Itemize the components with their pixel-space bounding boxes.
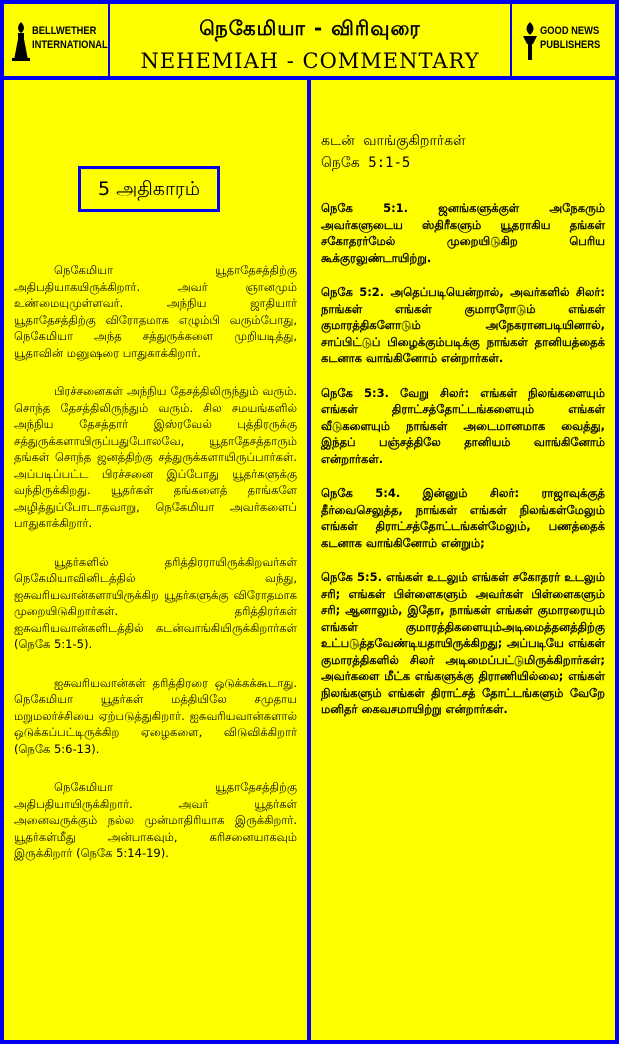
intro-paragraph: ஐசுவரியவான்கள் தரித்திரரை ஒடுக்கக்கூடாது. நெகேமியா யூதர்கள் மத்தியிலே சமுதாய மறுமலர்ச்சியை ஏற்படுத்துகிறார். ஐசுவரியவான்களால் ஒடுக்கப்பட்டிருக்கிற ஏழைகளை, விடுவிக்கிறார் (நெகே 5:6-13). [14, 675, 297, 756]
torch-icon [518, 20, 540, 62]
goodnews-logo-line1: GOOD NEWS [540, 25, 600, 37]
bellwether-icon [10, 20, 32, 62]
intro-text [14, 262, 297, 884]
goodnews-logo-panel [512, 4, 615, 76]
verse-paragraph: நெகே 5:2. அதெப்படியென்றால், அவர்களில் சிலர்: நாங்கள் எங்கள் குமாரரோடும் எங்கள் குமாரத்திகளோடும் அநேகரானபடியினால், சாப்பிட்டுப் பிழைக்கும்படிக்கு நாங்கள் தானியத்தைக் கடனாக வாங்கினோம் என்றார்கள். [321, 285, 605, 365]
verse-paragraph: நெகே 5:5. எங்கள் உடலும் எங்கள் சகோதரர் உடலும் சரி; எங்கள் பிள்ளைகளும் அவர்கள் பிள்ளைகளும் சரி; ஆனாலும், இதோ, நாங்கள் எங்கள் குமாரரையும் எங்கள் குமாரத்திகளையும்அடிமைத்தனத்திற்கு உட்படுத்தவேண்டியதாயிருக்கிறது; அப்படியே எங்கள் குமாரத்திகளில் சிலர் அடிமைப்பட்டுமிருக்கிறார்கள்; அவர்களை மீட்க எங்களுக்கு திராணியில்லை; எங்கள் நிலங்களும் எங்கள் திராட்சத் தோட்டங்களும் வேறே மனிதர் கைவசமாயிற்று என்றார்கள். [321, 570, 605, 716]
section-heading [321, 130, 605, 174]
intro-paragraph: நெகேமியா யூதாதேசத்திற்கு அதிபதியாயிருக்கிறார். அவர் யூதர்கள் அனைவருக்கும் நல்ல முன்மாதிரியாக இருக்கிறார். யூதர்கள்மீது அன்பாகவும், கரிசனையாகவும் இருக்கிறார் (நெகே 5:14-19). [14, 780, 297, 860]
intro-paragraph: பிரச்சனைகள் அந்நிய தேசத்திலிருந்தும் வரும். சொந்த தேசத்திலிருந்தும் வரும். சில சமயங்களில் அந்நிய தேசத்தார் இஸ்ரவேல் புத்திரருக்கு சத்துருக்களாயிருப்பதுபோலவே, யூதாதேசத்தாரும் தங்கள் சொந்த ஜனத்திற்கு சத்துருக்களாயிருப்பார்கள். அப்படிப்பட்ட பிரச்சனை இப்போது யூதர்களுக்கு வந்திருக்கிறது. யூதர்கள் தங்களைத் தாங்களே அழித்துப்போடாதவாறு, நெகேமியா அவர்களைப் பாதுகாக்கிறார். [14, 384, 297, 530]
page-title-tamil: நெகேமியா - விரிவுரை [199, 16, 421, 40]
bellwether-logo-panel [4, 4, 108, 76]
verse-text [321, 200, 605, 736]
verse-paragraph: நெகே 5:3. வேறு சிலர்: எங்கள் நிலங்களையும் எங்கள் திராட்சத்தோட்டங்களையும் எங்கள் வீடுகளையும் நாங்கள் அடைமானமாக வைத்து, இந்தப் பஞ்சத்திலே தானியம் வாங்கினோம் என்றார்கள். [321, 385, 605, 466]
intro-paragraph: யூதர்களில் தரித்திரராயிருக்கிறவர்கள் நெகேமியாவினிடத்தில் வந்து, ஐசுவரியவான்களாயிருக்கிற யூதர்களுக்கு விரோதமாக முறையிடுகிறார்கள். தரித்திரர்கள் ஐசுவரியவான்களிடத்தில் கடன்வாங்கியிருக்கிறார்கள் (நெகே 5:1-5). [14, 554, 297, 651]
bellwether-logo-line2: INTERNATIONAL [32, 39, 108, 51]
left-column [4, 80, 307, 1040]
intro-paragraph: நெகேமியா யூதாதேசத்திற்கு அதிபதியாகயிருக்கிறார். அவர் ஞானமும் உண்மையுமுள்ளவர். அந்நிய ஜாதியார் யூதாதேசத்திற்கு விரோதமாக எழும்பி வரும்போது, நெகேமியா அந்த சத்துருக்களை முறியடித்து, யூதாவின் மனுஷரை பாதுகாக்கிறார். [14, 263, 297, 360]
section-title: கடன் வாங்குகிறார்கள் [321, 133, 466, 149]
header-title-panel [110, 4, 510, 76]
verse-paragraph: நெகே 5:4. இன்னும் சிலர்: ராஜாவுக்குத் தீர்வைசெலுத்த, நாங்கள் எங்கள் நிலங்கள்மேலும் எங்கள் திராட்சத்தோட்டங்கள்மேலும், பணத்தைக் கடனாக வாங்கினோம் என்றும்; [321, 486, 605, 550]
page-title-english: NEHEMIAH - COMMENTARY [140, 49, 480, 73]
goodnews-logo-line2: PUBLISHERS [540, 39, 601, 51]
bellwether-logo [10, 16, 108, 64]
chapter-label: 5 அதிகாரம் [78, 166, 220, 212]
section-reference: நெகே 5:1-5 [321, 155, 411, 171]
goodnews-logo [518, 16, 610, 64]
bellwether-logo-line1: BELLWETHER [32, 25, 97, 37]
verse-paragraph: நெகே 5:1. ஜனங்களுக்குள் அநேகரும் அவர்களுடைய ஸ்திரீகளும் யூதராகிய தங்கள் சகோதரர்மேல் முறையிடுகிற பெரிய கூக்குரலுண்டாயிற்று. [321, 201, 605, 265]
right-column [311, 80, 615, 1040]
